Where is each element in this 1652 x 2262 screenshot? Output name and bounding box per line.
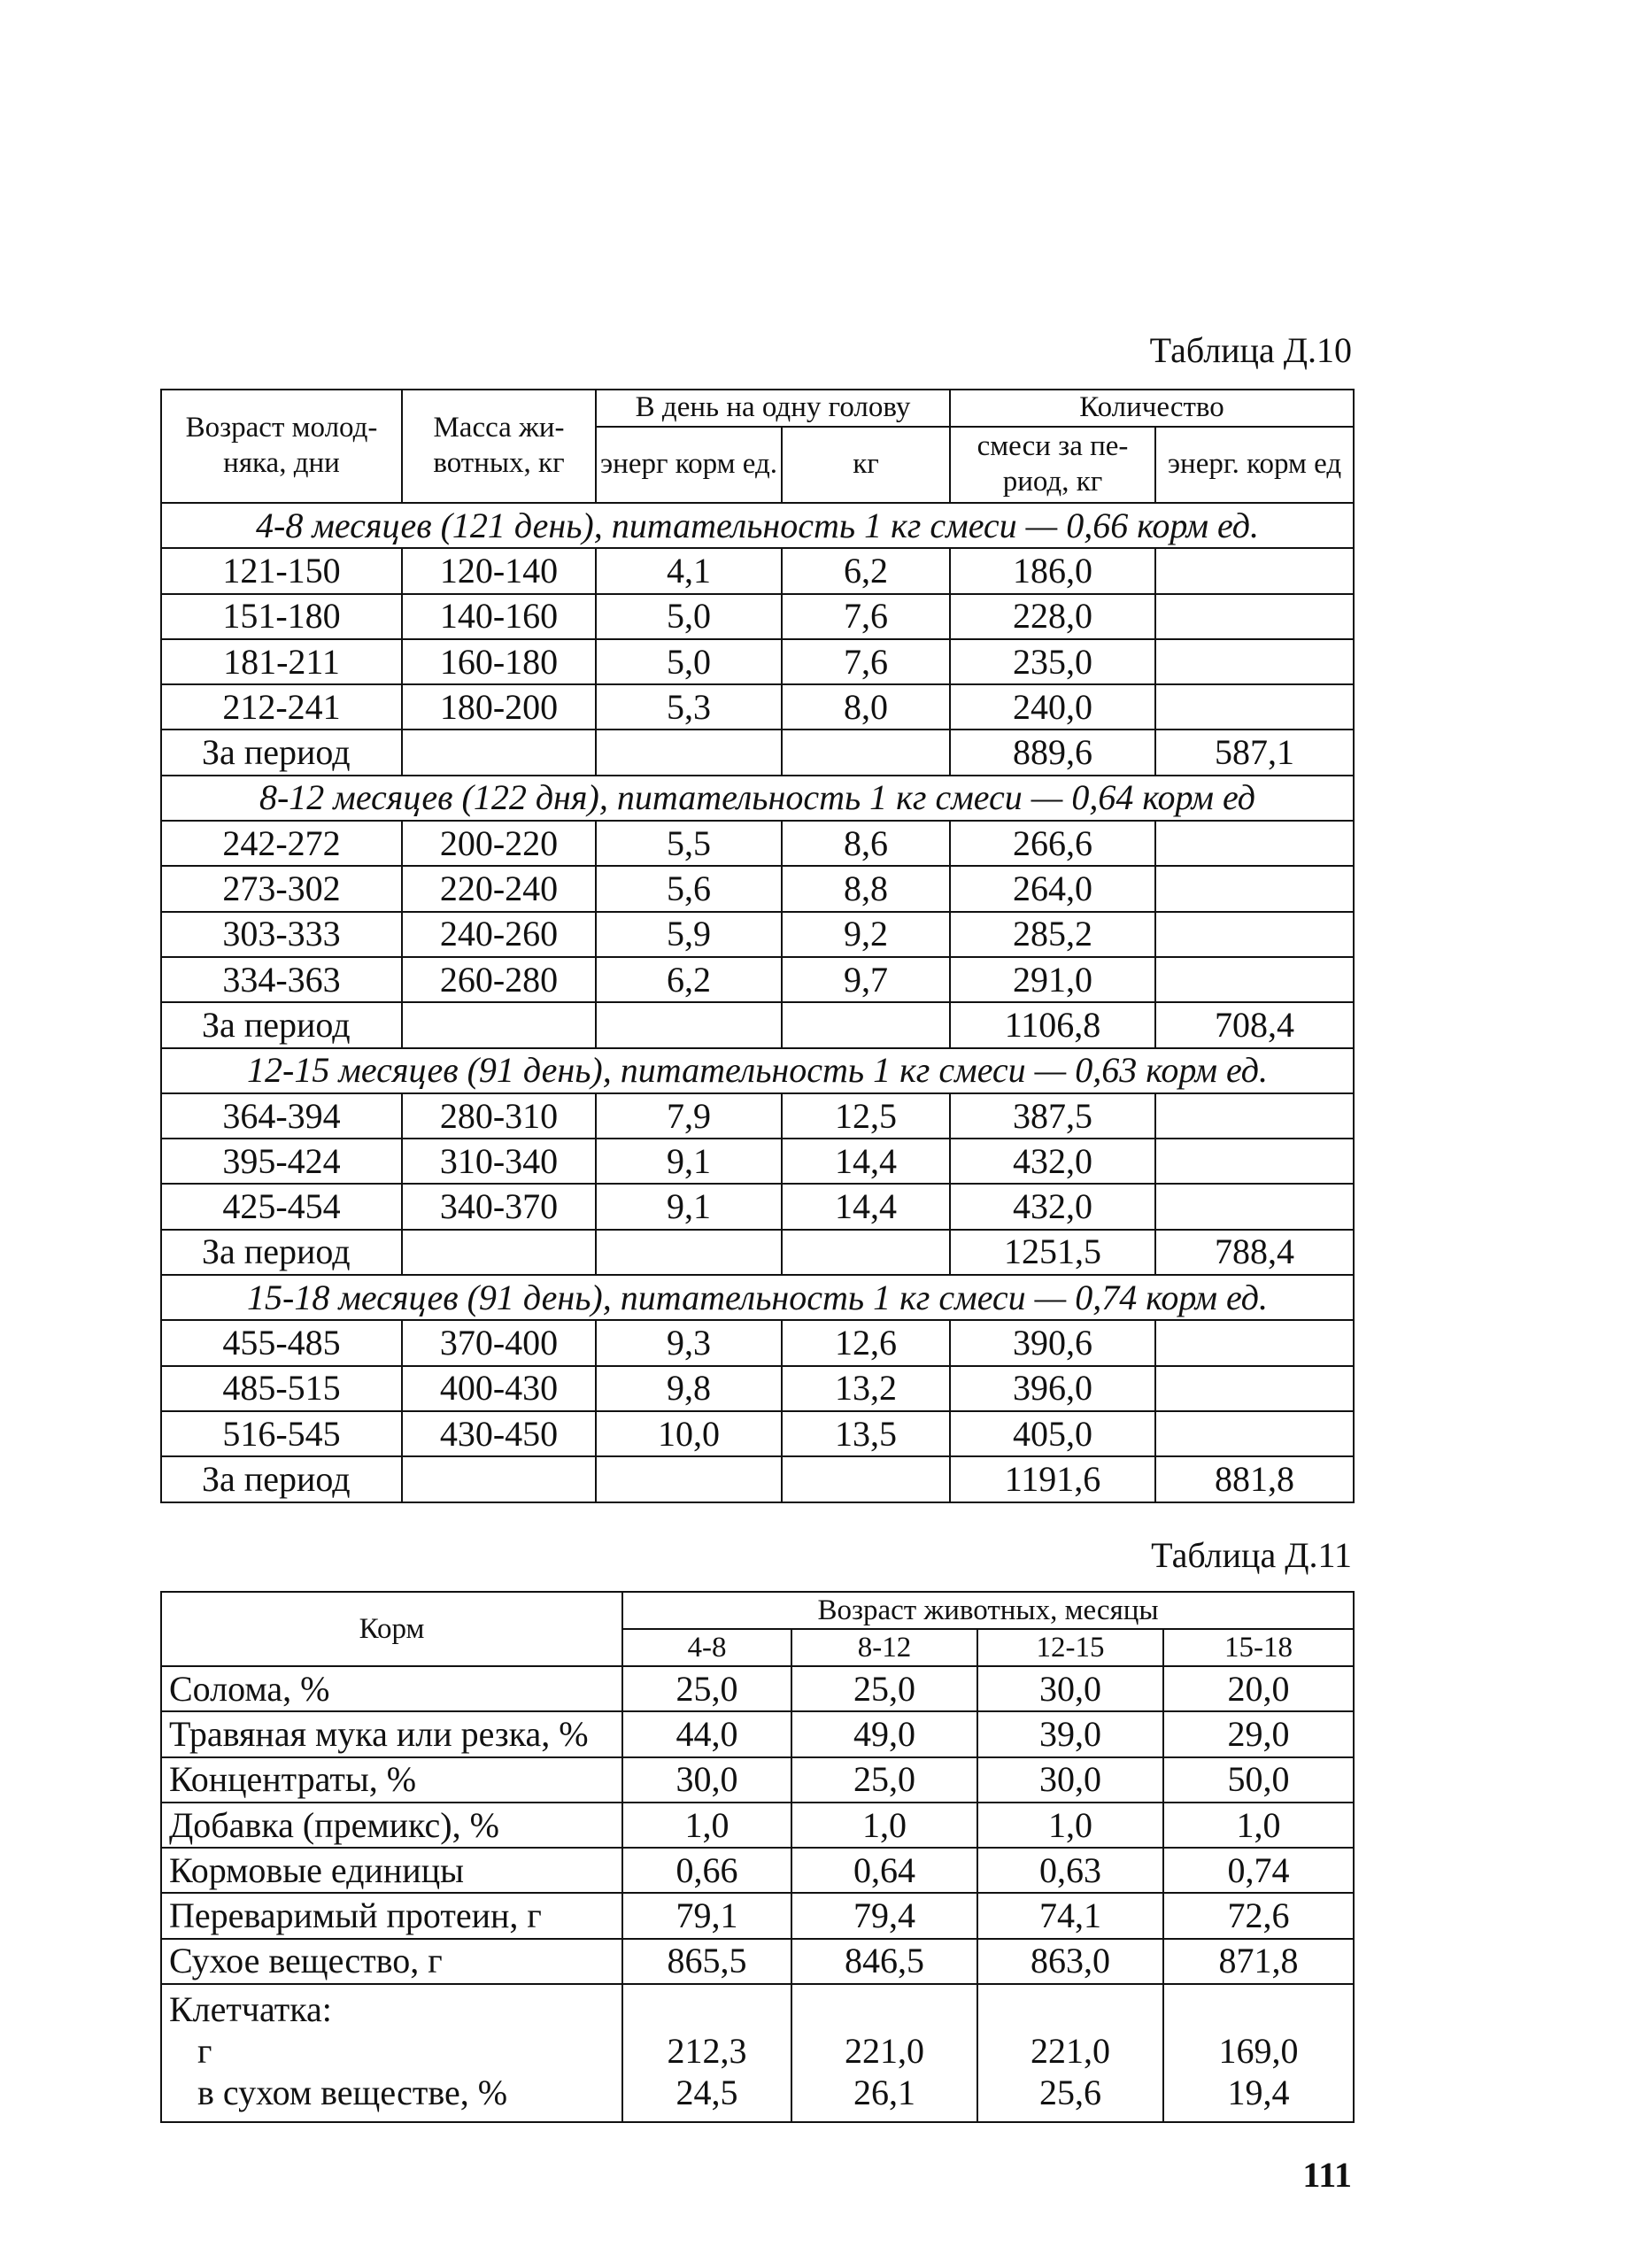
table-cell: 242-272 — [161, 821, 402, 866]
total-cell: 889,6 — [950, 730, 1155, 775]
table-cell: 871,8 — [1163, 1939, 1354, 1984]
table-d11 — [160, 1591, 1355, 2123]
table-cell: 0,74 — [1163, 1848, 1354, 1893]
total-cell — [596, 1456, 782, 1502]
fiber-g-value: 221,0 — [1031, 2031, 1110, 2072]
table-cell — [1155, 912, 1354, 957]
section-row — [161, 1048, 1354, 1093]
total-row — [161, 1230, 1354, 1275]
table-cell: 12,5 — [782, 1093, 950, 1139]
table-cell: 273-302 — [161, 866, 402, 911]
total-cell — [782, 1002, 950, 1047]
total-cell: 587,1 — [1155, 730, 1354, 775]
spacer — [623, 1988, 791, 2030]
table-cell: 49,0 — [791, 1711, 977, 1756]
total-row — [161, 1456, 1354, 1502]
table-d11-caption: Таблица Д.11 — [1151, 1535, 1352, 1575]
table-cell — [1155, 1139, 1354, 1184]
table-cell: 79,1 — [622, 1893, 791, 1938]
table-row — [161, 821, 1354, 866]
table-cell — [1155, 548, 1354, 593]
feed-name: Концентраты, % — [161, 1757, 622, 1803]
table-d10 — [160, 389, 1355, 1503]
header-mix-period: смеси за пе-риод, кг — [950, 427, 1155, 503]
total-row — [161, 730, 1354, 775]
table-d10-caption: Таблица Д.10 — [1149, 330, 1352, 370]
header-feed: Корм — [161, 1592, 622, 1666]
table-cell: 14,4 — [782, 1139, 950, 1184]
fiber-values-cell — [622, 1984, 791, 2122]
fiber-label-cell — [161, 1984, 622, 2122]
fiber-g-value: 169,0 — [1218, 2031, 1299, 2072]
table-row — [161, 957, 1354, 1002]
table-cell: 8,0 — [782, 684, 950, 730]
table-cell: 9,7 — [782, 957, 950, 1002]
feed-name: Сухое вещество, г — [161, 1939, 622, 1984]
table-cell: 260-280 — [402, 957, 596, 1002]
total-cell — [402, 1456, 596, 1502]
table-row — [161, 1320, 1354, 1365]
table-cell — [1155, 1093, 1354, 1139]
header-mass: Масса жи-вотных, кг — [402, 390, 596, 503]
header-age: Возраст молод-няка, дни — [161, 390, 402, 503]
header-age-15-18: 15-18 — [1163, 1629, 1354, 1666]
table-cell: 30,0 — [977, 1757, 1163, 1803]
total-cell — [782, 1230, 950, 1275]
table-row — [161, 912, 1354, 957]
total-label: За период — [161, 1456, 402, 1502]
header-quantity: Количество — [950, 390, 1354, 427]
total-cell — [782, 730, 950, 775]
total-label: За период — [161, 730, 402, 775]
table-cell: 303-333 — [161, 912, 402, 957]
header-kg: кг — [782, 427, 950, 503]
table-cell: 6,2 — [782, 548, 950, 593]
header-age-group: Возраст животных, месяцы — [622, 1592, 1354, 1629]
total-cell: 1251,5 — [950, 1230, 1155, 1275]
table-cell: 121-150 — [161, 548, 402, 593]
table-cell — [1155, 639, 1354, 684]
section-title: 4-8 месяцев (121 день), питательность 1 кг смеси — 0,66 корм ед. — [161, 503, 1354, 548]
table-cell: 310-340 — [402, 1139, 596, 1184]
table-cell: 228,0 — [950, 594, 1155, 639]
table-cell: 180-200 — [402, 684, 596, 730]
table-cell: 405,0 — [950, 1411, 1155, 1456]
header-energy-feed-units: энерг. корм ед — [1155, 427, 1354, 503]
section-row — [161, 503, 1354, 548]
table-row — [161, 1711, 1354, 1756]
fiber-values-cell — [1163, 1984, 1354, 2122]
table-cell: 186,0 — [950, 548, 1155, 593]
fiber-sub-g: г — [197, 2031, 212, 2072]
table-cell: 29,0 — [1163, 1711, 1354, 1756]
total-cell — [782, 1456, 950, 1502]
table-cell: 390,6 — [950, 1320, 1155, 1365]
table-cell: 39,0 — [977, 1711, 1163, 1756]
table-cell: 151-180 — [161, 594, 402, 639]
table-row — [161, 1411, 1354, 1456]
table-cell: 240,0 — [950, 684, 1155, 730]
table-cell: 455-485 — [161, 1320, 402, 1365]
table-cell: 50,0 — [1163, 1757, 1354, 1803]
table-cell: 370-400 — [402, 1320, 596, 1365]
table-cell: 160-180 — [402, 639, 596, 684]
table-cell: 9,1 — [596, 1139, 782, 1184]
table-cell: 5,5 — [596, 821, 782, 866]
table-cell — [1155, 684, 1354, 730]
table-cell — [1155, 866, 1354, 911]
header-energy-units: энерг корм ед. — [596, 427, 782, 503]
table-cell: 10,0 — [596, 1411, 782, 1456]
table-cell: 7,6 — [782, 639, 950, 684]
table-cell: 20,0 — [1163, 1666, 1354, 1711]
fiber-g-value: 212,3 — [667, 2031, 747, 2072]
table-cell — [1155, 1184, 1354, 1229]
table-cell: 8,6 — [782, 821, 950, 866]
table-cell: 240-260 — [402, 912, 596, 957]
table-cell: 432,0 — [950, 1139, 1155, 1184]
table-cell: 430-450 — [402, 1411, 596, 1456]
table-cell: 9,8 — [596, 1366, 782, 1411]
table-cell: 5,0 — [596, 639, 782, 684]
spacer — [792, 1988, 977, 2030]
table-cell: 863,0 — [977, 1939, 1163, 1984]
table-row — [161, 684, 1354, 730]
feed-name: Травяная мука или резка, % — [161, 1711, 622, 1756]
table-row — [161, 1757, 1354, 1803]
table-cell: 291,0 — [950, 957, 1155, 1002]
table-cell: 516-545 — [161, 1411, 402, 1456]
total-cell: 1191,6 — [950, 1456, 1155, 1502]
table-cell: 12,6 — [782, 1320, 950, 1365]
table-cell — [1155, 1411, 1354, 1456]
fiber-row — [161, 1984, 1354, 2122]
table-cell: 8,8 — [782, 866, 950, 911]
table-cell: 846,5 — [791, 1939, 977, 1984]
table-cell: 9,1 — [596, 1184, 782, 1229]
table-row — [161, 1666, 1354, 1711]
table-cell: 25,0 — [622, 1666, 791, 1711]
header-age-8-12: 8-12 — [791, 1629, 977, 1666]
fiber-g-value: 221,0 — [845, 2031, 924, 2072]
table-cell: 364-394 — [161, 1093, 402, 1139]
table-cell: 235,0 — [950, 639, 1155, 684]
section-row — [161, 1275, 1354, 1320]
table-cell: 334-363 — [161, 957, 402, 1002]
table-cell: 6,2 — [596, 957, 782, 1002]
table-row — [161, 1893, 1354, 1938]
table-cell: 285,2 — [950, 912, 1155, 957]
table-cell — [1155, 821, 1354, 866]
total-cell — [596, 1002, 782, 1047]
table-cell: 266,6 — [950, 821, 1155, 866]
table-cell: 5,0 — [596, 594, 782, 639]
total-cell — [402, 1230, 596, 1275]
table-cell: 72,6 — [1163, 1893, 1354, 1938]
total-label: За период — [161, 1002, 402, 1047]
table-cell: 13,2 — [782, 1366, 950, 1411]
table-cell — [1155, 1320, 1354, 1365]
feed-name: Кормовые единицы — [161, 1848, 622, 1893]
table-row — [161, 1939, 1354, 1984]
table-cell: 1,0 — [1163, 1803, 1354, 1848]
total-cell — [596, 1230, 782, 1275]
table-cell: 25,0 — [791, 1666, 977, 1711]
header-per-day: В день на одну голову — [596, 390, 950, 427]
table-cell: 5,3 — [596, 684, 782, 730]
total-cell: 788,4 — [1155, 1230, 1354, 1275]
total-cell — [402, 1002, 596, 1047]
page-number: 111 — [1302, 2155, 1352, 2195]
section-row — [161, 776, 1354, 821]
spacer — [1164, 1988, 1353, 2030]
table-cell: 387,5 — [950, 1093, 1155, 1139]
total-row — [161, 1002, 1354, 1047]
fiber-pct-value: 26,1 — [853, 2073, 915, 2113]
feed-name: Солома, % — [161, 1666, 622, 1711]
table-cell: 74,1 — [977, 1893, 1163, 1938]
table-cell: 280-310 — [402, 1093, 596, 1139]
table-cell: 181-211 — [161, 639, 402, 684]
total-cell: 881,8 — [1155, 1456, 1354, 1502]
table-cell: 220-240 — [402, 866, 596, 911]
table-cell: 396,0 — [950, 1366, 1155, 1411]
fiber-values-cell — [977, 1984, 1163, 2122]
table-cell: 4,1 — [596, 548, 782, 593]
table-cell: 1,0 — [791, 1803, 977, 1848]
table-cell: 425-454 — [161, 1184, 402, 1229]
table-cell: 432,0 — [950, 1184, 1155, 1229]
section-title: 8-12 месяцев (122 дня), питательность 1 кг смеси — 0,64 корм ед — [161, 776, 1354, 821]
table-cell: 1,0 — [977, 1803, 1163, 1848]
table-row — [161, 1848, 1354, 1893]
header-age-4-8: 4-8 — [622, 1629, 791, 1666]
table-cell: 140-160 — [402, 594, 596, 639]
table-cell: 200-220 — [402, 821, 596, 866]
table-cell: 0,63 — [977, 1848, 1163, 1893]
feed-name: Переваримый протеин, г — [161, 1893, 622, 1938]
fiber-name: Клетчатка: — [169, 1989, 332, 2030]
table-cell: 25,0 — [791, 1757, 977, 1803]
table-row — [161, 866, 1354, 911]
table-cell: 9,3 — [596, 1320, 782, 1365]
table-cell: 340-370 — [402, 1184, 596, 1229]
table-cell: 264,0 — [950, 866, 1155, 911]
table-cell: 79,4 — [791, 1893, 977, 1938]
table-cell: 7,6 — [782, 594, 950, 639]
table-row — [161, 1184, 1354, 1229]
table-row — [161, 1803, 1354, 1848]
table-row — [161, 639, 1354, 684]
table-cell: 1,0 — [622, 1803, 791, 1848]
section-title: 12-15 месяцев (91 день), питательность 1 кг смеси — 0,63 корм ед. — [161, 1048, 1354, 1093]
table-cell: 395-424 — [161, 1139, 402, 1184]
fiber-values-cell — [791, 1984, 977, 2122]
table-cell: 30,0 — [977, 1666, 1163, 1711]
table-row — [161, 1139, 1354, 1184]
total-cell: 1106,8 — [950, 1002, 1155, 1047]
table-row — [161, 594, 1354, 639]
fiber-sub-pct: в сухом веществе, % — [197, 2073, 508, 2113]
table-cell: 7,9 — [596, 1093, 782, 1139]
table-cell: 400-430 — [402, 1366, 596, 1411]
table-cell: 13,5 — [782, 1411, 950, 1456]
table-cell — [1155, 1366, 1354, 1411]
table-cell: 44,0 — [622, 1711, 791, 1756]
table-cell: 30,0 — [622, 1757, 791, 1803]
table-cell — [1155, 594, 1354, 639]
table-cell: 0,66 — [622, 1848, 791, 1893]
fiber-pct-value: 24,5 — [675, 2073, 738, 2113]
table-cell: 5,6 — [596, 866, 782, 911]
total-label: За период — [161, 1230, 402, 1275]
fiber-pct-value: 19,4 — [1227, 2073, 1290, 2113]
table-cell: 212-241 — [161, 684, 402, 730]
table-cell: 9,2 — [782, 912, 950, 957]
table-row — [161, 1366, 1354, 1411]
total-cell — [596, 730, 782, 775]
spacer — [978, 1988, 1162, 2030]
table-cell — [1155, 957, 1354, 1002]
table-row — [161, 548, 1354, 593]
table-cell: 120-140 — [402, 548, 596, 593]
table-cell: 865,5 — [622, 1939, 791, 1984]
total-cell: 708,4 — [1155, 1002, 1354, 1047]
table-row — [161, 1093, 1354, 1139]
table-cell: 5,9 — [596, 912, 782, 957]
table-cell: 0,64 — [791, 1848, 977, 1893]
total-cell — [402, 730, 596, 775]
header-age-12-15: 12-15 — [977, 1629, 1163, 1666]
table-cell: 485-515 — [161, 1366, 402, 1411]
table-cell: 14,4 — [782, 1184, 950, 1229]
fiber-pct-value: 25,6 — [1039, 2073, 1101, 2113]
section-title: 15-18 месяцев (91 день), питательность 1 кг смеси — 0,74 корм ед. — [161, 1275, 1354, 1320]
feed-name: Добавка (премикс), % — [161, 1803, 622, 1848]
